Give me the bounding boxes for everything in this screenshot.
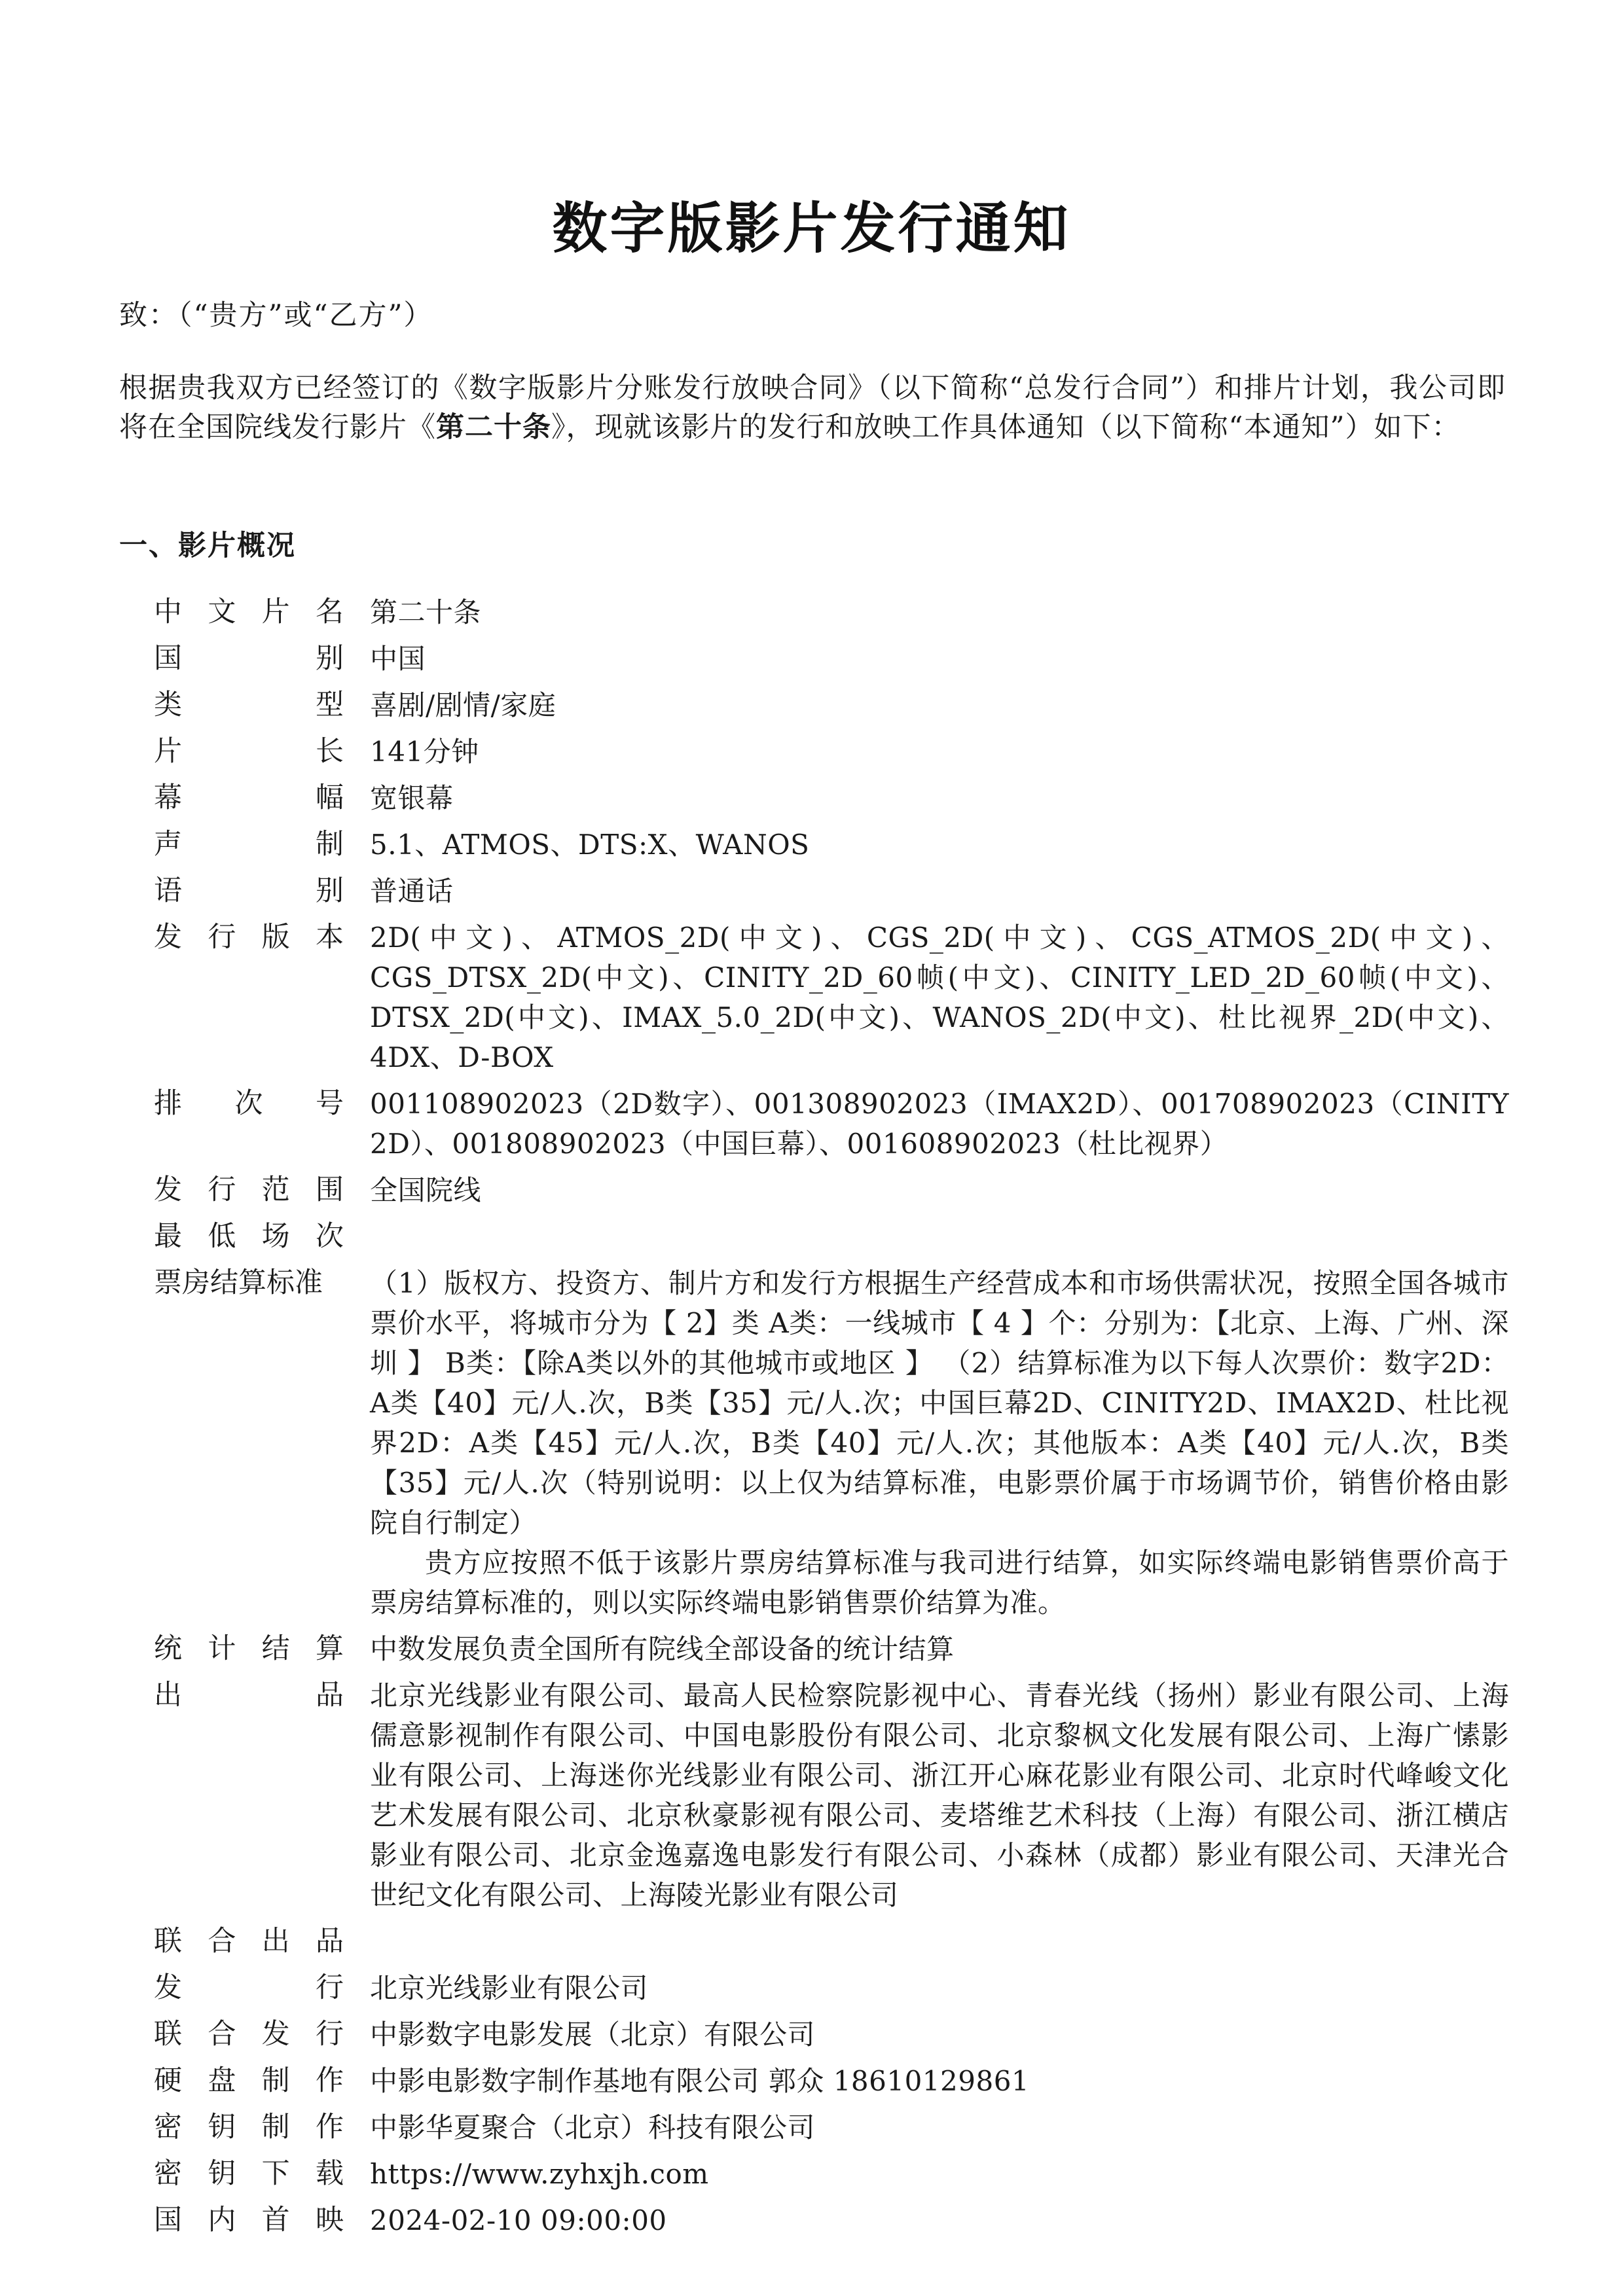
info-value-text: 中影华夏聚合（北京）科技有限公司 xyxy=(370,2111,816,2144)
info-value-text: 喜剧/剧情/家庭 xyxy=(370,689,556,721)
film-info-table xyxy=(154,592,1509,2247)
info-value-text: 中国 xyxy=(370,643,426,675)
info-label xyxy=(154,2015,370,2061)
info-label xyxy=(154,1676,370,1922)
info-value xyxy=(370,1084,1509,1170)
info-label xyxy=(154,732,370,778)
info-value xyxy=(370,592,1509,639)
info-value xyxy=(370,825,1509,871)
info-value-text: 中数发展负责全国所有院线全部设备的统计结算 xyxy=(370,1633,955,1665)
info-value-text: 5.1、ATMOS、DTS:X、WANOS xyxy=(370,829,810,861)
document-title: 数字版影片发行通知 xyxy=(552,196,1071,260)
info-row xyxy=(154,1629,1509,1676)
info-label-text: 票 房 结 算 标 准 xyxy=(154,1266,323,1299)
info-value xyxy=(370,1676,1509,1922)
info-label xyxy=(154,2108,370,2154)
info-label xyxy=(154,2154,370,2200)
info-value xyxy=(370,918,1509,1084)
info-label-text: 联 合 发 行 xyxy=(154,2018,344,2051)
info-row xyxy=(154,685,1509,732)
info-value xyxy=(370,639,1509,685)
info-row xyxy=(154,2061,1509,2108)
info-row xyxy=(154,592,1509,639)
info-value xyxy=(370,2154,1509,2200)
info-label-text: 发 行 版 本 xyxy=(154,921,344,954)
info-value xyxy=(370,1968,1509,2015)
intro-text-before: 根据贵我双方已经签订的《数字版影片分账发行放映合同》（以下简称“总发行合同”）和排片计划，我公司即将在全国院线发行影片《 xyxy=(119,372,1506,444)
info-label xyxy=(154,778,370,825)
info-value-text: （1）版权方、投资方、制片方和发行方根据生产经营成本和市场供需状况，按照全国各城市票价水平，将城市分为【 2】类 A类：一线城市【 4 】个：分别为：【北京、上海、广州、深圳 】 B类：【除A类以外的其他城市或地区 】 （2）结算标准为以下每人次票价：数字2D：A类【40】元/人.次，B类【35】元/人.次；中国巨幕2D、CINITY2D、IMAX2D、杜比视界2D：A类【45】元/人.次，B类【40】元/人.次；其他版本：A类【40】元/人.次，B类【35】元/人.次（特别说明：以上仅为结算标准，电影票价属于市场调节价，销售价格由影院自行制定） xyxy=(370,1267,1509,1539)
info-row xyxy=(154,2108,1509,2154)
info-value xyxy=(370,685,1509,732)
info-row xyxy=(154,871,1509,918)
info-label-text: 最 低 场 次 xyxy=(154,1220,344,1253)
info-value xyxy=(370,1922,1509,1968)
info-value xyxy=(370,732,1509,778)
info-label-text: 出 品 xyxy=(154,1679,344,1712)
addressee-line: 致：（“贵方”或“乙方”） xyxy=(119,299,433,332)
info-label-text: 联 合 出 品 xyxy=(154,1925,344,1958)
info-row xyxy=(154,732,1509,778)
info-value xyxy=(370,2061,1509,2108)
info-value-text: 第二十条 xyxy=(370,596,482,628)
info-label xyxy=(154,2200,370,2247)
info-value-text: 中影电影数字制作基地有限公司 郭众 18610129861 xyxy=(370,2065,1030,2097)
info-row xyxy=(154,1676,1509,1922)
info-row xyxy=(154,2200,1509,2247)
info-label-text: 国 别 xyxy=(154,642,344,675)
info-value xyxy=(370,1170,1509,1217)
info-value xyxy=(370,2200,1509,2247)
info-label xyxy=(154,1922,370,1968)
info-label xyxy=(154,1968,370,2015)
intro-paragraph xyxy=(119,368,1506,447)
info-value-text: 普通话 xyxy=(370,875,454,907)
info-value xyxy=(370,1629,1509,1676)
info-value-text: 2024-02-10 09:00:00 xyxy=(370,2204,667,2236)
info-label-text: 声 制 xyxy=(154,828,344,861)
info-label-text: 国 内 首 映 xyxy=(154,2204,344,2236)
info-label-text: 发 行 范 围 xyxy=(154,1174,344,1206)
info-label-text: 发 行 xyxy=(154,1971,344,2004)
info-label-text: 幕 幅 xyxy=(154,781,344,814)
info-value xyxy=(370,2015,1509,2061)
info-label-text: 语 别 xyxy=(154,874,344,907)
info-value-text: 141分钟 xyxy=(370,736,479,768)
info-value-text: 001108902023（2D数字）、001308902023（IMAX2D）、001708902023（CINITY 2D）、001808902023（中国巨幕）、001608902023（杜比视界） xyxy=(370,1088,1509,1160)
info-row xyxy=(154,825,1509,871)
info-value-text: 北京光线影业有限公司 xyxy=(370,1972,649,2004)
info-label xyxy=(154,2061,370,2108)
info-value-text: 中影数字电影发展（北京）有限公司 xyxy=(370,2018,816,2051)
info-row xyxy=(154,2015,1509,2061)
info-row xyxy=(154,1170,1509,1217)
info-value-text: 2D(中文)、ATMOS_2D(中文)、CGS_2D(中文)、CGS_ATMOS_2D(中文)、CGS_DTSX_2D(中文)、CINITY_2D_60帧(中文)、CINITY_LED_2D_60帧(中文)、DTSX_2D(中文)、IMAX_5.0_2D(中文)、WANOS_2D(中文)、杜比视界_2D(中文)、4DX、D-BOX xyxy=(370,922,1509,1073)
info-label-text: 硬 盘 制 作 xyxy=(154,2064,344,2097)
info-value-text: https://www.zyhxjh.com xyxy=(370,2158,709,2190)
info-value-text: 全国院线 xyxy=(370,1174,482,1206)
film-title-inline: 第二十条 xyxy=(436,411,551,444)
section-heading-film-overview: 一、影片概况 xyxy=(119,529,296,562)
info-row xyxy=(154,1968,1509,2015)
info-label xyxy=(154,1084,370,1170)
info-label-text: 密 钥 下 载 xyxy=(154,2157,344,2190)
info-label xyxy=(154,1263,370,1629)
info-label-text: 类 型 xyxy=(154,689,344,721)
info-row xyxy=(154,918,1509,1084)
info-label xyxy=(154,592,370,639)
info-label xyxy=(154,639,370,685)
info-label-text: 中 文 片 名 xyxy=(154,596,344,628)
info-label xyxy=(154,825,370,871)
info-value xyxy=(370,778,1509,825)
info-label-text: 统 计 结 算 xyxy=(154,1632,344,1665)
info-value xyxy=(370,1217,1509,1263)
info-row xyxy=(154,1263,1509,1629)
info-label-text: 片 长 xyxy=(154,735,344,768)
info-value-text-extra: 贵方应按照不低于该影片票房结算标准与我司进行结算，如实际终端电影销售票价高于票房结算标准的，则以实际终端电影销售票价结算为准。 xyxy=(370,1547,1509,1619)
info-value xyxy=(370,2108,1509,2154)
info-label xyxy=(154,685,370,732)
info-row xyxy=(154,639,1509,685)
info-value xyxy=(370,871,1509,918)
info-row xyxy=(154,1217,1509,1263)
info-value-text: 北京光线影业有限公司、最高人民检察院影视中心、青春光线（扬州）影业有限公司、上海儒意影视制作有限公司、中国电影股份有限公司、北京黎枫文化发展有限公司、上海广愫影业有限公司、上海迷你光线影业有限公司、浙江开心麻花影业有限公司、北京时代峰峻文化艺术发展有限公司、北京秋豪影视有限公司、麦塔维艺术科技（上海）有限公司、浙江横店影业有限公司、北京金逸嘉逸电影发行有限公司、小森林（成都）影业有限公司、天津光合世纪文化有限公司、上海陵光影业有限公司 xyxy=(370,1679,1509,1911)
info-row xyxy=(154,1922,1509,1968)
info-row xyxy=(154,778,1509,825)
info-value-text: 宽银幕 xyxy=(370,782,454,814)
info-label xyxy=(154,871,370,918)
info-label xyxy=(154,1217,370,1263)
info-row xyxy=(154,1084,1509,1170)
info-row xyxy=(154,2154,1509,2200)
intro-text-after: 》，现就该影片的发行和放映工作具体通知（以下简称“本通知”）如下： xyxy=(551,411,1461,444)
info-label xyxy=(154,918,370,1084)
info-label xyxy=(154,1629,370,1676)
info-label-text: 排 次 号 xyxy=(154,1087,344,1120)
info-value xyxy=(370,1263,1509,1629)
info-label-text: 密 钥 制 作 xyxy=(154,2111,344,2144)
info-label xyxy=(154,1170,370,1217)
